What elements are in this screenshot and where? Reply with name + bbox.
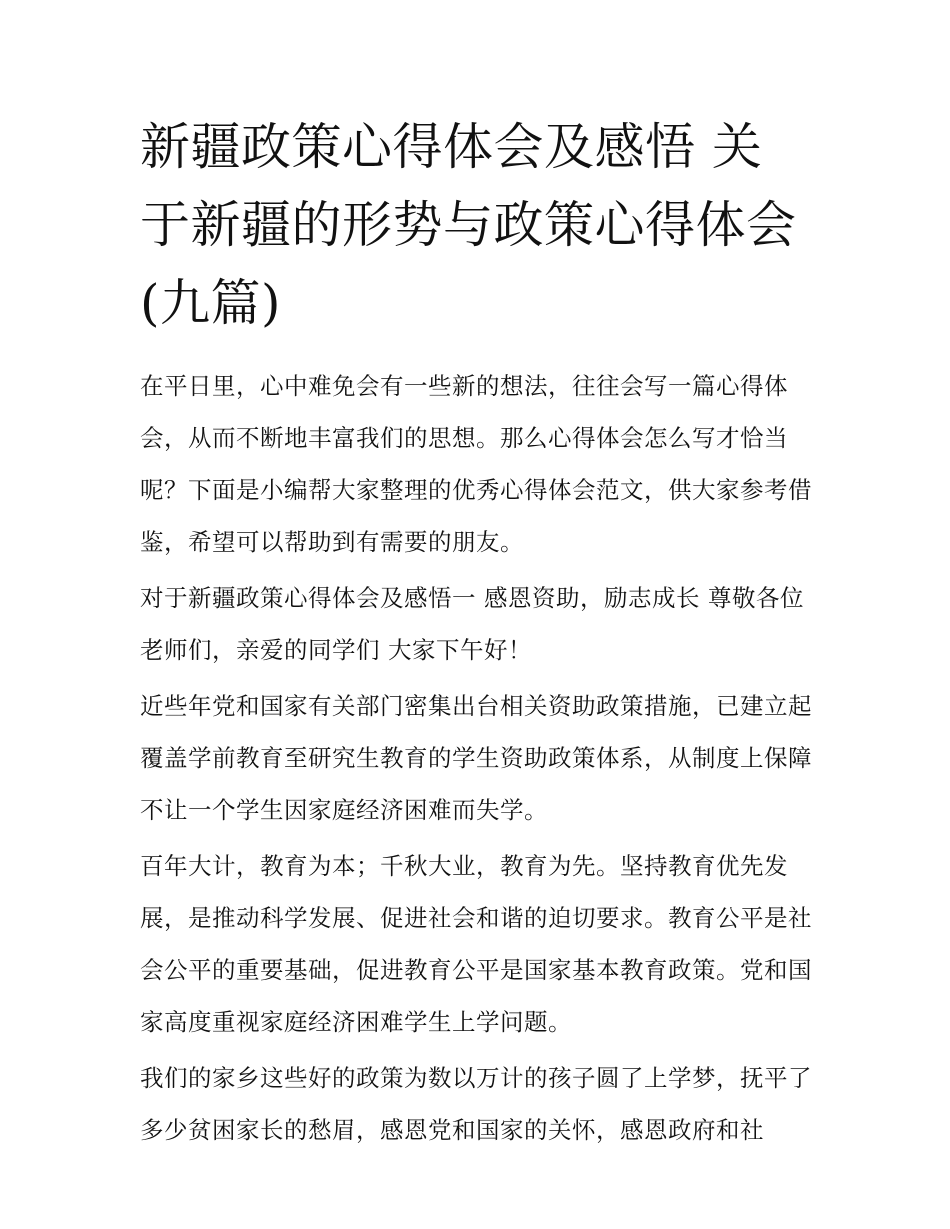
- paragraph-section-heading: 对于新疆政策心得体会及感悟一 感恩资助，励志成长 尊敬各位老师们，亲爱的同学们 大家下午好！: [140, 584, 804, 664]
- paragraph-intro: 在平日里，心中难免会有一些新的想法，往往会写一篇心得体会，从而不断地丰富我们的思想。那么心得体会怎么写才恰当呢？下面是小编帮大家整理的优秀心得体会范文，供大家参考借鉴，希望可以帮助到有需要的朋友。: [140, 372, 812, 556]
- paragraph-hometown: 我们的家乡这些好的政策为数以万计的孩子圆了上学梦，抚平了多少贫困家长的愁眉，感恩党和国家的关怀，感恩政府和社: [140, 1064, 812, 1144]
- document-page: [140, 108, 812, 1160]
- paragraph-policy: 近些年党和国家有关部门密集出台相关资助政策措施，已建立起覆盖学前教育至研究生教育的学生资助政策体系，从制度上保障不让一个学生因家庭经济困难而失学。: [140, 692, 812, 824]
- paragraph-education: 百年大计，教育为本；千秋大业，教育为先。坚持教育优先发展，是推动科学发展、促进社会和谐的迫切要求。教育公平是社会公平的重要基础，促进教育公平是国家基本教育政策。党和国家高度重视家庭经济困难学生上学问题。: [140, 852, 812, 1036]
- document-title: 新疆政策心得体会及感悟 关于新疆的形势与政策心得体会(九篇): [140, 118, 797, 332]
